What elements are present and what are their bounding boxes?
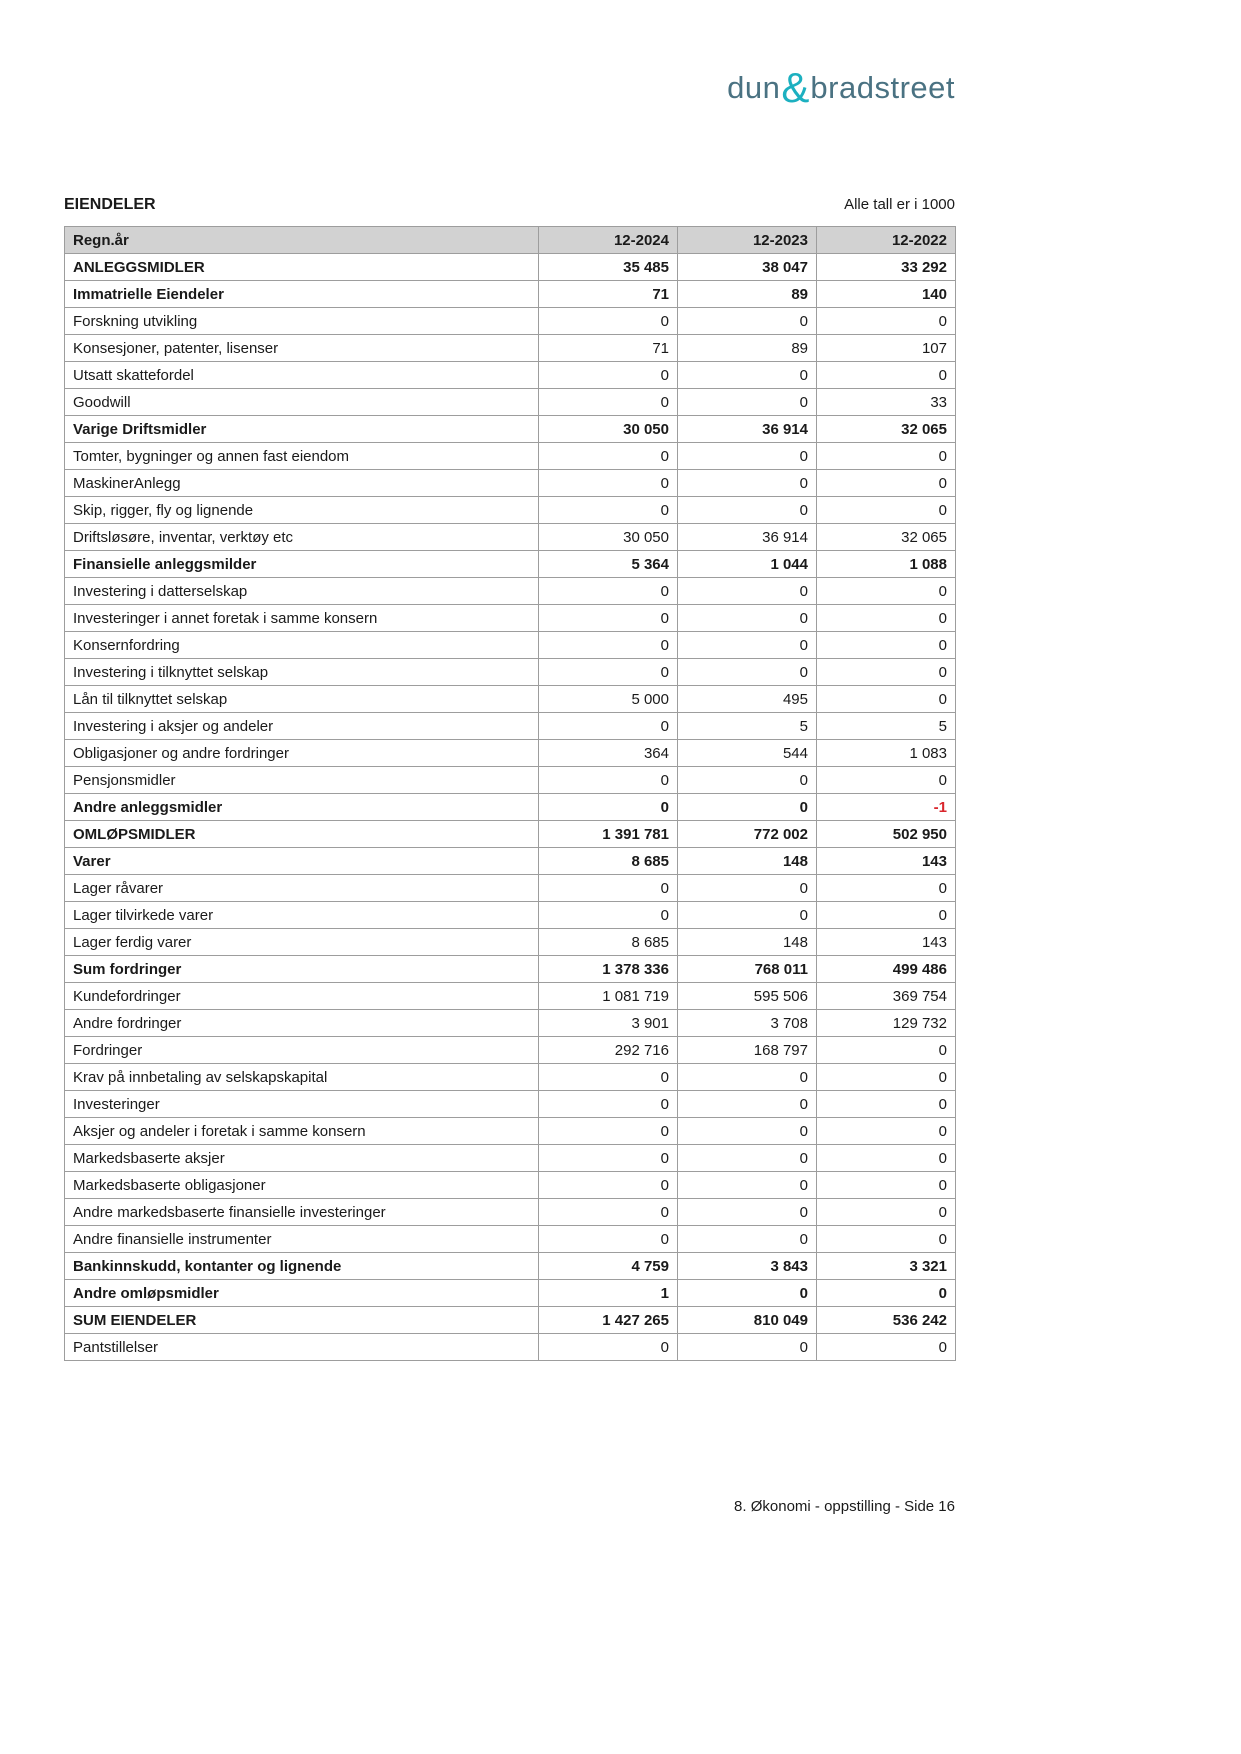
row-value: 0 [539, 794, 678, 821]
row-label: ANLEGGSMIDLER [65, 254, 539, 281]
table-row [65, 821, 956, 848]
table-row [65, 362, 956, 389]
table-row [65, 1334, 956, 1361]
row-value: 0 [817, 659, 956, 686]
row-value: 595 506 [678, 983, 817, 1010]
row-value: 35 485 [539, 254, 678, 281]
row-value: 0 [678, 1334, 817, 1361]
row-label: Forskning utvikling [65, 308, 539, 335]
row-value: 0 [817, 902, 956, 929]
row-value: 0 [539, 1145, 678, 1172]
row-value: 292 716 [539, 1037, 678, 1064]
row-value: 0 [817, 767, 956, 794]
row-value: 32 065 [817, 524, 956, 551]
table-row [65, 605, 956, 632]
row-label: Pantstillelser [65, 1334, 539, 1361]
row-value: 0 [817, 686, 956, 713]
table-row [65, 1307, 956, 1334]
row-value: 0 [678, 902, 817, 929]
row-value: 544 [678, 740, 817, 767]
header-col-12-2024: 12-2024 [539, 227, 678, 254]
row-value: 107 [817, 335, 956, 362]
table-row [65, 740, 956, 767]
row-label: Investeringer i annet foretak i samme konsern [65, 605, 539, 632]
row-label: Krav på innbetaling av selskapskapital [65, 1064, 539, 1091]
table-row [65, 1037, 956, 1064]
row-value: 0 [817, 632, 956, 659]
table-row [65, 875, 956, 902]
row-value: 0 [539, 902, 678, 929]
row-value: 810 049 [678, 1307, 817, 1334]
row-label: Obligasjoner og andre fordringer [65, 740, 539, 767]
logo-text-bradstreet: bradstreet [810, 70, 955, 105]
row-value: 0 [678, 767, 817, 794]
balance-sheet-table [64, 226, 956, 1361]
table-row [65, 416, 956, 443]
row-value: 0 [817, 1145, 956, 1172]
row-value: 0 [817, 578, 956, 605]
row-value: 0 [817, 1280, 956, 1307]
table-header-row [65, 227, 956, 254]
table-row [65, 1118, 956, 1145]
row-value: 0 [539, 1172, 678, 1199]
row-value: 0 [678, 308, 817, 335]
row-value: 0 [678, 1199, 817, 1226]
row-label: Immatrielle Eiendeler [65, 281, 539, 308]
row-value: 0 [817, 1091, 956, 1118]
row-value: 8 685 [539, 929, 678, 956]
row-value: 0 [678, 389, 817, 416]
row-value: 3 321 [817, 1253, 956, 1280]
row-value: 4 759 [539, 1253, 678, 1280]
row-value: 33 [817, 389, 956, 416]
row-value: 0 [678, 1064, 817, 1091]
row-value: 1 088 [817, 551, 956, 578]
row-label: Andre fordringer [65, 1010, 539, 1037]
row-label: Investering i datterselskap [65, 578, 539, 605]
row-value: 0 [678, 1280, 817, 1307]
table-row [65, 578, 956, 605]
row-label: Varige Driftsmidler [65, 416, 539, 443]
row-value: 0 [539, 308, 678, 335]
row-value: 0 [817, 1199, 956, 1226]
row-value: 0 [817, 605, 956, 632]
row-value: 3 843 [678, 1253, 817, 1280]
row-label: Markedsbaserte obligasjoner [65, 1172, 539, 1199]
row-label: Sum fordringer [65, 956, 539, 983]
row-label: Investering i tilknyttet selskap [65, 659, 539, 686]
row-label: SUM EIENDELER [65, 1307, 539, 1334]
row-value: 0 [678, 1145, 817, 1172]
table-row [65, 929, 956, 956]
row-label: Konsernfordring [65, 632, 539, 659]
table-row [65, 551, 956, 578]
row-label: Bankinnskudd, kontanter og lignende [65, 1253, 539, 1280]
row-value: 0 [539, 875, 678, 902]
row-value: 0 [539, 713, 678, 740]
row-value: 30 050 [539, 524, 678, 551]
row-value: 1 044 [678, 551, 817, 578]
row-value: 30 050 [539, 416, 678, 443]
row-value: 0 [817, 470, 956, 497]
table-row [65, 389, 956, 416]
table-row [65, 794, 956, 821]
row-value: 71 [539, 335, 678, 362]
row-value: 369 754 [817, 983, 956, 1010]
row-value: 143 [817, 929, 956, 956]
row-value: 0 [678, 794, 817, 821]
row-value: 0 [539, 389, 678, 416]
table-row [65, 443, 956, 470]
row-label: OMLØPSMIDLER [65, 821, 539, 848]
row-label: Lager råvarer [65, 875, 539, 902]
row-value: 36 914 [678, 524, 817, 551]
row-value: 0 [817, 308, 956, 335]
row-value: 502 950 [817, 821, 956, 848]
row-value: 0 [539, 443, 678, 470]
row-value: 148 [678, 929, 817, 956]
row-label: Tomter, bygninger og annen fast eiendom [65, 443, 539, 470]
header-regnar: Regn.år [65, 227, 539, 254]
table-row [65, 983, 956, 1010]
row-value: 0 [539, 632, 678, 659]
row-value: 0 [539, 470, 678, 497]
row-value: 129 732 [817, 1010, 956, 1037]
row-value: 364 [539, 740, 678, 767]
row-value: 0 [678, 1172, 817, 1199]
row-value: 0 [678, 497, 817, 524]
header-col-12-2022: 12-2022 [817, 227, 956, 254]
row-value: 89 [678, 335, 817, 362]
row-value: 5 [678, 713, 817, 740]
table-row [65, 902, 956, 929]
section-title: EIENDELER [64, 196, 156, 213]
row-value: 0 [678, 443, 817, 470]
row-value: 148 [678, 848, 817, 875]
row-value: 0 [817, 1118, 956, 1145]
row-value: 0 [678, 659, 817, 686]
row-label: Andre markedsbaserte finansielle investeringer [65, 1199, 539, 1226]
row-value: 0 [817, 362, 956, 389]
row-value: 143 [817, 848, 956, 875]
table-row [65, 1010, 956, 1037]
row-value: 33 292 [817, 254, 956, 281]
row-value: 5 000 [539, 686, 678, 713]
row-value: 140 [817, 281, 956, 308]
row-value: 0 [678, 578, 817, 605]
row-value: 1 081 719 [539, 983, 678, 1010]
row-value: 0 [539, 605, 678, 632]
row-label: Pensjonsmidler [65, 767, 539, 794]
row-value: 0 [539, 1118, 678, 1145]
row-value: 1 [539, 1280, 678, 1307]
row-value: -1 [817, 794, 956, 821]
row-value: 0 [817, 1172, 956, 1199]
row-label: Andre finansielle instrumenter [65, 1226, 539, 1253]
row-label: Andre omløpsmidler [65, 1280, 539, 1307]
row-value: 0 [539, 659, 678, 686]
row-label: Varer [65, 848, 539, 875]
row-label: Investering i aksjer og andeler [65, 713, 539, 740]
row-label: Goodwill [65, 389, 539, 416]
row-label: Finansielle anleggsmilder [65, 551, 539, 578]
row-label: MaskinerAnlegg [65, 470, 539, 497]
row-value: 1 378 336 [539, 956, 678, 983]
row-value: 0 [539, 767, 678, 794]
row-label: Utsatt skattefordel [65, 362, 539, 389]
row-label: Investeringer [65, 1091, 539, 1118]
row-value: 0 [539, 1334, 678, 1361]
logo-text-dun: dun [727, 70, 781, 105]
row-value: 0 [817, 1226, 956, 1253]
row-value: 0 [817, 443, 956, 470]
row-value: 0 [678, 1118, 817, 1145]
table-row [65, 1199, 956, 1226]
table-row [65, 1280, 956, 1307]
row-value: 0 [539, 578, 678, 605]
row-label: Lager ferdig varer [65, 929, 539, 956]
table-row [65, 254, 956, 281]
table-row [65, 767, 956, 794]
row-label: Andre anleggsmidler [65, 794, 539, 821]
table-row [65, 281, 956, 308]
row-label: Kundefordringer [65, 983, 539, 1010]
table-row [65, 956, 956, 983]
row-label: Aksjer og andeler i foretak i samme konsern [65, 1118, 539, 1145]
table-row [65, 659, 956, 686]
row-value: 0 [678, 875, 817, 902]
row-value: 32 065 [817, 416, 956, 443]
row-value: 0 [539, 1064, 678, 1091]
table-row [65, 848, 956, 875]
row-value: 536 242 [817, 1307, 956, 1334]
row-value: 3 708 [678, 1010, 817, 1037]
row-label: Skip, rigger, fly og lignende [65, 497, 539, 524]
row-value: 0 [678, 1226, 817, 1253]
units-note: Alle tall er i 1000 [844, 196, 955, 213]
header-col-12-2023: 12-2023 [678, 227, 817, 254]
row-value: 0 [678, 362, 817, 389]
row-value: 0 [539, 362, 678, 389]
table-row [65, 713, 956, 740]
table-row [65, 335, 956, 362]
row-value: 0 [678, 605, 817, 632]
row-value: 0 [817, 497, 956, 524]
table-row [65, 1253, 956, 1280]
row-value: 36 914 [678, 416, 817, 443]
dun-bradstreet-logo: dun & bradstreet [727, 64, 955, 111]
row-value: 768 011 [678, 956, 817, 983]
row-value: 5 [817, 713, 956, 740]
row-value: 0 [678, 470, 817, 497]
row-label: Fordringer [65, 1037, 539, 1064]
row-value: 1 083 [817, 740, 956, 767]
row-value: 0 [678, 632, 817, 659]
row-label: Lån til tilknyttet selskap [65, 686, 539, 713]
title-row [64, 196, 955, 214]
table-row [65, 632, 956, 659]
row-value: 1 427 265 [539, 1307, 678, 1334]
row-value: 71 [539, 281, 678, 308]
row-value: 8 685 [539, 848, 678, 875]
row-value: 0 [539, 497, 678, 524]
table-row [65, 1145, 956, 1172]
table-row [65, 524, 956, 551]
table-row [65, 1226, 956, 1253]
row-value: 0 [539, 1226, 678, 1253]
row-value: 0 [817, 1334, 956, 1361]
table-body [65, 254, 956, 1361]
table-row [65, 1091, 956, 1118]
row-value: 0 [817, 1037, 956, 1064]
row-label: Driftsløsøre, inventar, verktøy etc [65, 524, 539, 551]
row-value: 0 [817, 1064, 956, 1091]
row-value: 38 047 [678, 254, 817, 281]
row-value: 3 901 [539, 1010, 678, 1037]
row-value: 1 391 781 [539, 821, 678, 848]
table-row [65, 497, 956, 524]
row-value: 495 [678, 686, 817, 713]
row-label: Konsesjoner, patenter, lisenser [65, 335, 539, 362]
row-value: 0 [678, 1091, 817, 1118]
row-value: 0 [539, 1091, 678, 1118]
row-value: 89 [678, 281, 817, 308]
table-row [65, 1172, 956, 1199]
row-value: 5 364 [539, 551, 678, 578]
page-footer: 8. Økonomi - oppstilling - Side 16 [734, 1498, 955, 1515]
table-row [65, 470, 956, 497]
table-row [65, 308, 956, 335]
row-label: Lager tilvirkede varer [65, 902, 539, 929]
row-value: 168 797 [678, 1037, 817, 1064]
table-row [65, 686, 956, 713]
row-label: Markedsbaserte aksjer [65, 1145, 539, 1172]
row-value: 0 [539, 1199, 678, 1226]
table-row [65, 1064, 956, 1091]
row-value: 499 486 [817, 956, 956, 983]
row-value: 772 002 [678, 821, 817, 848]
row-value: 0 [817, 875, 956, 902]
